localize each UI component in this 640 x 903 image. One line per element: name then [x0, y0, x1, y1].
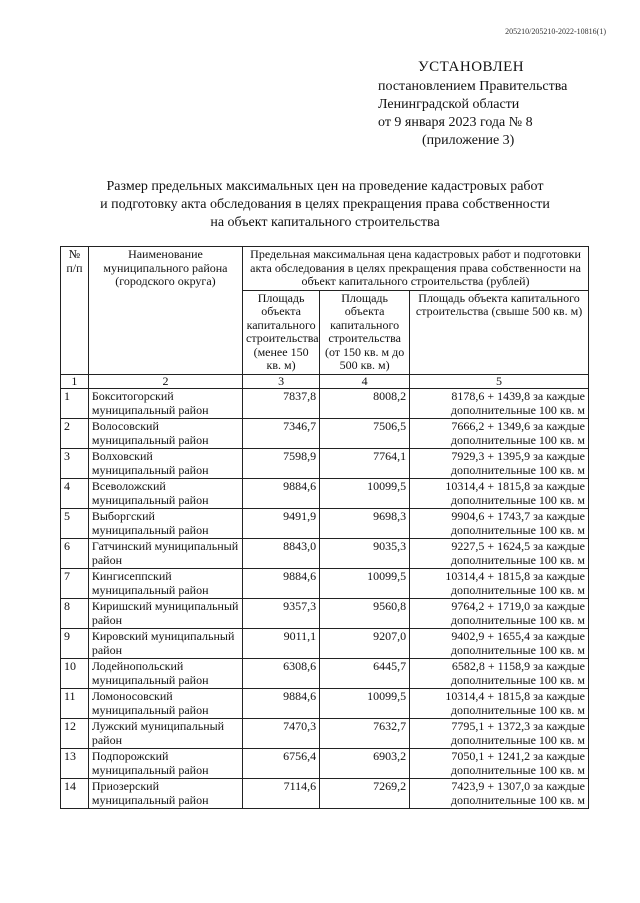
- row-price-over-500-unit: дополнительные 100 кв. м: [450, 762, 585, 777]
- row-price-over-500: [410, 419, 589, 449]
- row-price-over-500-unit: дополнительные 100 кв. м: [450, 702, 585, 717]
- row-municipality: Киришский муниципальный район: [88, 599, 242, 629]
- row-price-over-500: [410, 539, 589, 569]
- row-price-150-500: 10099,5: [320, 689, 410, 719]
- approval-line-1: постановлением Правительства: [378, 79, 568, 94]
- row-price-over-500-unit: дополнительные 100 кв. м: [450, 642, 585, 657]
- row-number: 14: [61, 779, 89, 809]
- column-index: 4: [320, 374, 410, 389]
- row-price-under-150: 7114,6: [243, 779, 320, 809]
- document-title: [40, 178, 610, 232]
- row-price-150-500: 9035,3: [320, 539, 410, 569]
- row-price-over-500: [410, 569, 589, 599]
- row-price-over-500: [410, 689, 589, 719]
- row-price-under-150: 9357,3: [243, 599, 320, 629]
- approval-stamp: [378, 58, 618, 150]
- row-number: 2: [61, 419, 89, 449]
- row-price-under-150: 7470,3: [243, 719, 320, 749]
- column-index: 2: [88, 374, 242, 389]
- row-price-over-500-unit: дополнительные 100 кв. м: [450, 462, 585, 477]
- row-price-over-500-unit: дополнительные 100 кв. м: [450, 402, 585, 417]
- row-price-over-500-unit: дополнительные 100 кв. м: [450, 552, 585, 567]
- row-number: 8: [61, 599, 89, 629]
- row-price-150-500: 7632,7: [320, 719, 410, 749]
- row-price-over-500: [410, 629, 589, 659]
- table-row: [61, 779, 589, 809]
- row-price-over-500: [410, 719, 589, 749]
- row-number: 10: [61, 659, 89, 689]
- row-price-over-500-formula: 7929,3 + 1395,9 за каждые: [451, 449, 585, 463]
- row-number: 6: [61, 539, 89, 569]
- table-row: [61, 599, 589, 629]
- row-price-under-150: 6308,6: [243, 659, 320, 689]
- row-municipality: Лодейнопольский муниципальный район: [88, 659, 242, 689]
- row-price-over-500-formula: 7423,9 + 1307,0 за каждые: [451, 779, 585, 793]
- row-price-under-150: 9884,6: [243, 479, 320, 509]
- row-price-over-500: [410, 389, 589, 419]
- row-price-over-500: [410, 599, 589, 629]
- row-municipality: Волховский муниципальный район: [88, 449, 242, 479]
- table-row: [61, 749, 589, 779]
- row-price-150-500: 7506,5: [320, 419, 410, 449]
- approval-heading: УСТАНОВЛЕН: [418, 59, 525, 75]
- row-price-under-150: 9011,1: [243, 629, 320, 659]
- price-table: [60, 246, 589, 809]
- header-col-over-500: Площадь объекта капитального строительства (свыше 500 кв. м): [410, 290, 589, 374]
- row-price-over-500: [410, 659, 589, 689]
- table-row: [61, 479, 589, 509]
- document-id: 205210/205210-2022-10816(1): [505, 27, 606, 36]
- row-number: 7: [61, 569, 89, 599]
- column-index: 1: [61, 374, 89, 389]
- row-price-over-500-formula: 7050,1 + 1241,2 за каждые: [451, 749, 585, 763]
- table-row: [61, 629, 589, 659]
- row-municipality: Кингисеппский муниципальный район: [88, 569, 242, 599]
- row-price-over-500-unit: дополнительные 100 кв. м: [450, 522, 585, 537]
- row-municipality: Всеволожский муниципальный район: [88, 479, 242, 509]
- table-row: [61, 719, 589, 749]
- table-row: [61, 509, 589, 539]
- row-price-over-500-formula: 6582,8 + 1158,9 за каждые: [451, 659, 585, 673]
- row-price-150-500: 8008,2: [320, 389, 410, 419]
- row-number: 13: [61, 749, 89, 779]
- row-price-under-150: 9491,9: [243, 509, 320, 539]
- row-price-150-500: 9698,3: [320, 509, 410, 539]
- row-municipality: Кировский муниципальный район: [88, 629, 242, 659]
- row-price-over-500-unit: дополнительные 100 кв. м: [450, 492, 585, 507]
- row-price-150-500: 6445,7: [320, 659, 410, 689]
- header-col-150-500: Площадь объекта капитального строительства (от 150 кв. м до 500 кв. м): [320, 290, 410, 374]
- row-price-over-500-formula: 7666,2 + 1349,6 за каждые: [451, 419, 585, 433]
- header-number: № п/п: [61, 247, 89, 375]
- row-number: 11: [61, 689, 89, 719]
- row-price-150-500: 7269,2: [320, 779, 410, 809]
- row-price-150-500: 6903,2: [320, 749, 410, 779]
- row-price-over-500-unit: дополнительные 100 кв. м: [450, 672, 585, 687]
- table-row: [61, 389, 589, 419]
- row-price-under-150: 9884,6: [243, 689, 320, 719]
- row-price-under-150: 7346,7: [243, 419, 320, 449]
- row-municipality: Ломоносовский муниципальный район: [88, 689, 242, 719]
- row-price-over-500: [410, 449, 589, 479]
- row-price-over-500-formula: 10314,4 + 1815,8 за каждые: [445, 569, 585, 583]
- table-row: [61, 449, 589, 479]
- row-price-150-500: 9560,8: [320, 599, 410, 629]
- row-number: 12: [61, 719, 89, 749]
- row-price-over-500: [410, 509, 589, 539]
- column-index: 3: [243, 374, 320, 389]
- header-price-group: Предельная максимальная цена кадастровых работ и подготовки акта обследования в целях прекращения права собственности на объект капитального строительства (рублей): [243, 247, 589, 291]
- row-price-over-500: [410, 749, 589, 779]
- approval-line-2: Ленинградской области: [378, 97, 520, 112]
- row-price-150-500: 10099,5: [320, 479, 410, 509]
- header-col-under-150: Площадь объекта капитального строительства (менее 150 кв. м): [243, 290, 320, 374]
- row-municipality: Подпорожский муниципальный район: [88, 749, 242, 779]
- header-municipality: Наименование муниципального района (городского округа): [88, 247, 242, 375]
- row-number: 3: [61, 449, 89, 479]
- row-price-over-500-unit: дополнительные 100 кв. м: [450, 732, 585, 747]
- row-price-under-150: 7837,8: [243, 389, 320, 419]
- row-municipality: Выборгский муниципальный район: [88, 509, 242, 539]
- row-price-150-500: 9207,0: [320, 629, 410, 659]
- row-price-over-500-formula: 9904,6 + 1743,7 за каждые: [451, 509, 585, 523]
- title-line-3: на объект капитального строительства: [210, 215, 440, 230]
- title-line-2: и подготовку акта обследования в целях прекращения права собственности: [100, 197, 550, 212]
- approval-line-3: от 9 января 2023 года № 8: [378, 115, 533, 130]
- row-price-over-500-unit: дополнительные 100 кв. м: [450, 792, 585, 807]
- row-municipality: Приозерский муниципальный район: [88, 779, 242, 809]
- row-price-over-500: [410, 779, 589, 809]
- title-line-1: Размер предельных максимальных цен на проведение кадастровых работ: [106, 179, 544, 194]
- row-number: 1: [61, 389, 89, 419]
- row-number: 9: [61, 629, 89, 659]
- row-municipality: Лужский муниципальный район: [88, 719, 242, 749]
- row-price-over-500-formula: 8178,6 + 1439,8 за каждые: [451, 389, 585, 403]
- row-price-150-500: 7764,1: [320, 449, 410, 479]
- row-price-under-150: 8843,0: [243, 539, 320, 569]
- column-index-row: [61, 374, 589, 389]
- table-row: [61, 659, 589, 689]
- row-price-over-500-formula: 10314,4 + 1815,8 за каждые: [445, 689, 585, 703]
- row-price-150-500: 10099,5: [320, 569, 410, 599]
- row-price-under-150: 7598,9: [243, 449, 320, 479]
- row-price-over-500-formula: 9764,2 + 1719,0 за каждые: [451, 599, 585, 613]
- table-row: [61, 569, 589, 599]
- row-price-over-500-unit: дополнительные 100 кв. м: [450, 432, 585, 447]
- row-price-over-500-formula: 10314,4 + 1815,8 за каждые: [445, 479, 585, 493]
- row-municipality: Волосовский муниципальный район: [88, 419, 242, 449]
- row-price-over-500-unit: дополнительные 100 кв. м: [450, 582, 585, 597]
- row-price-over-500-unit: дополнительные 100 кв. м: [450, 612, 585, 627]
- row-price-over-500-formula: 9227,5 + 1624,5 за каждые: [451, 539, 585, 553]
- table-row: [61, 689, 589, 719]
- row-number: 4: [61, 479, 89, 509]
- row-price-under-150: 9884,6: [243, 569, 320, 599]
- row-price-over-500-formula: 7795,1 + 1372,3 за каждые: [451, 719, 585, 733]
- row-number: 5: [61, 509, 89, 539]
- column-index: 5: [410, 374, 589, 389]
- row-price-over-500: [410, 479, 589, 509]
- row-price-under-150: 6756,4: [243, 749, 320, 779]
- table-row: [61, 419, 589, 449]
- row-municipality: Бокситогорский муниципальный район: [88, 389, 242, 419]
- row-municipality: Гатчинский муниципальный район: [88, 539, 242, 569]
- table-row: [61, 539, 589, 569]
- row-price-over-500-formula: 9402,9 + 1655,4 за каждые: [451, 629, 585, 643]
- approval-annex: (приложение 3): [422, 133, 515, 148]
- table-body: [61, 389, 589, 809]
